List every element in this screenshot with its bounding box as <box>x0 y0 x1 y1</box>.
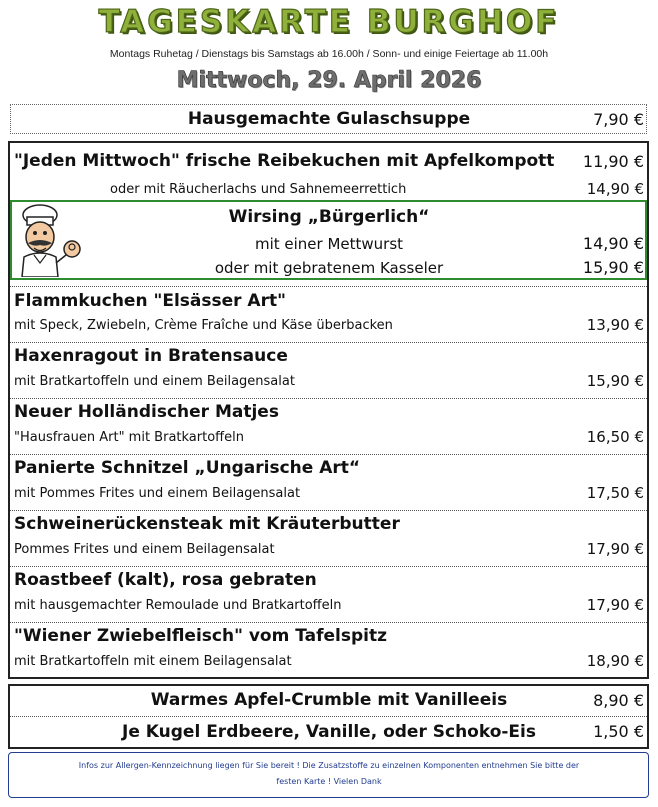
dish-price: 13,90 € <box>586 316 644 334</box>
dish-price: 16,50 € <box>586 428 644 446</box>
dish-desc: mit Bratkartoffeln mit einem Beilagensalat <box>14 654 292 669</box>
divider <box>10 342 647 343</box>
dessert-price: 8,90 € <box>593 691 644 710</box>
dish-price: 15,90 € <box>586 372 644 390</box>
dish-name: Panierte Schnitzel „Ungarische Art“ <box>14 458 361 478</box>
dish-desc: mit Bratkartoffeln und einem Beilagensalat <box>14 374 295 389</box>
dessert-name: Je Kugel Erdbeere, Vanille, oder Schoko-Eis <box>122 722 536 742</box>
divider <box>10 622 647 623</box>
menu-title: TAGESKARTE BURGHOF <box>98 4 560 40</box>
special-price: 11,90 € <box>582 152 644 171</box>
soup-name: Hausgemachte Gulaschsuppe <box>187 109 471 129</box>
dish-desc: mit hausgemachter Remoulade und Bratkartoffeln <box>14 598 342 613</box>
dish-name: Neuer Holländischer Matjes <box>14 402 279 422</box>
dish-name: "Wiener Zwiebelfleisch" vom Tafelspitz <box>14 626 388 646</box>
dish-desc: mit Pommes Frites und einem Beilagensalat <box>14 486 301 501</box>
divider <box>10 510 647 511</box>
divider <box>10 566 647 567</box>
special-variant-price: 14,90 € <box>586 180 644 198</box>
allergen-info <box>20 758 638 790</box>
dish-name: Flammkuchen "Elsässer Art" <box>14 291 286 311</box>
wirsing-name: Wirsing „Bürgerlich“ <box>228 207 430 227</box>
wirsing-option2: oder mit gebratenem Kasseler <box>214 259 444 277</box>
dish-name: Schweinerückensteak mit Kräuterbutter <box>14 514 400 534</box>
allergen-info-line1: Infos zur Allergen-Kennzeichnung liegen für Sie bereit ! Die Zusatzstoffe zu einzelnen Komponenten entnehmen Sie bitte der <box>78 761 580 770</box>
menu-date: Mittwoch, 29. April 2026 <box>176 68 482 93</box>
wirsing-price1: 14,90 € <box>582 234 644 253</box>
dish-price: 17,90 € <box>586 596 644 614</box>
dish-name: Haxenragout in Bratensauce <box>14 346 288 366</box>
allergen-info-line2: festen Karte ! Vielen Dank <box>276 777 382 786</box>
wirsing-option1: mit einer Mettwurst <box>254 235 404 253</box>
divider <box>10 716 647 717</box>
special-variant: oder mit Räucherlachs und Sahnemeerrettich <box>110 182 407 197</box>
dish-desc: "Hausfrauen Art" mit Bratkartoffeln <box>14 430 244 445</box>
dish-desc: Pommes Frites und einem Beilagensalat <box>14 542 275 557</box>
dish-price: 17,50 € <box>586 484 644 502</box>
divider <box>10 454 647 455</box>
dish-name: Roastbeef (kalt), rosa gebraten <box>14 570 317 590</box>
dessert-name: Warmes Apfel-Crumble mit Vanilleeis <box>150 690 508 710</box>
divider <box>10 398 647 399</box>
wirsing-price2: 15,90 € <box>582 258 644 277</box>
dish-price: 17,90 € <box>586 540 644 558</box>
soup-price: 7,90 € <box>593 110 644 129</box>
divider <box>10 286 647 287</box>
dessert-price: 1,50 € <box>593 722 644 741</box>
special-name: "Jeden Mittwoch" frische Reibekuchen mit Apfelkompott <box>14 151 555 171</box>
dish-price: 18,90 € <box>586 652 644 670</box>
opening-hours: Montags Ruhetag / Dienstags bis Samstags ab 16.00h / Sonn- und einige Feiertage ab 11.00h <box>109 48 549 60</box>
dish-desc: mit Speck, Zwiebeln, Crème Fraîche und Käse überbacken <box>14 318 393 333</box>
